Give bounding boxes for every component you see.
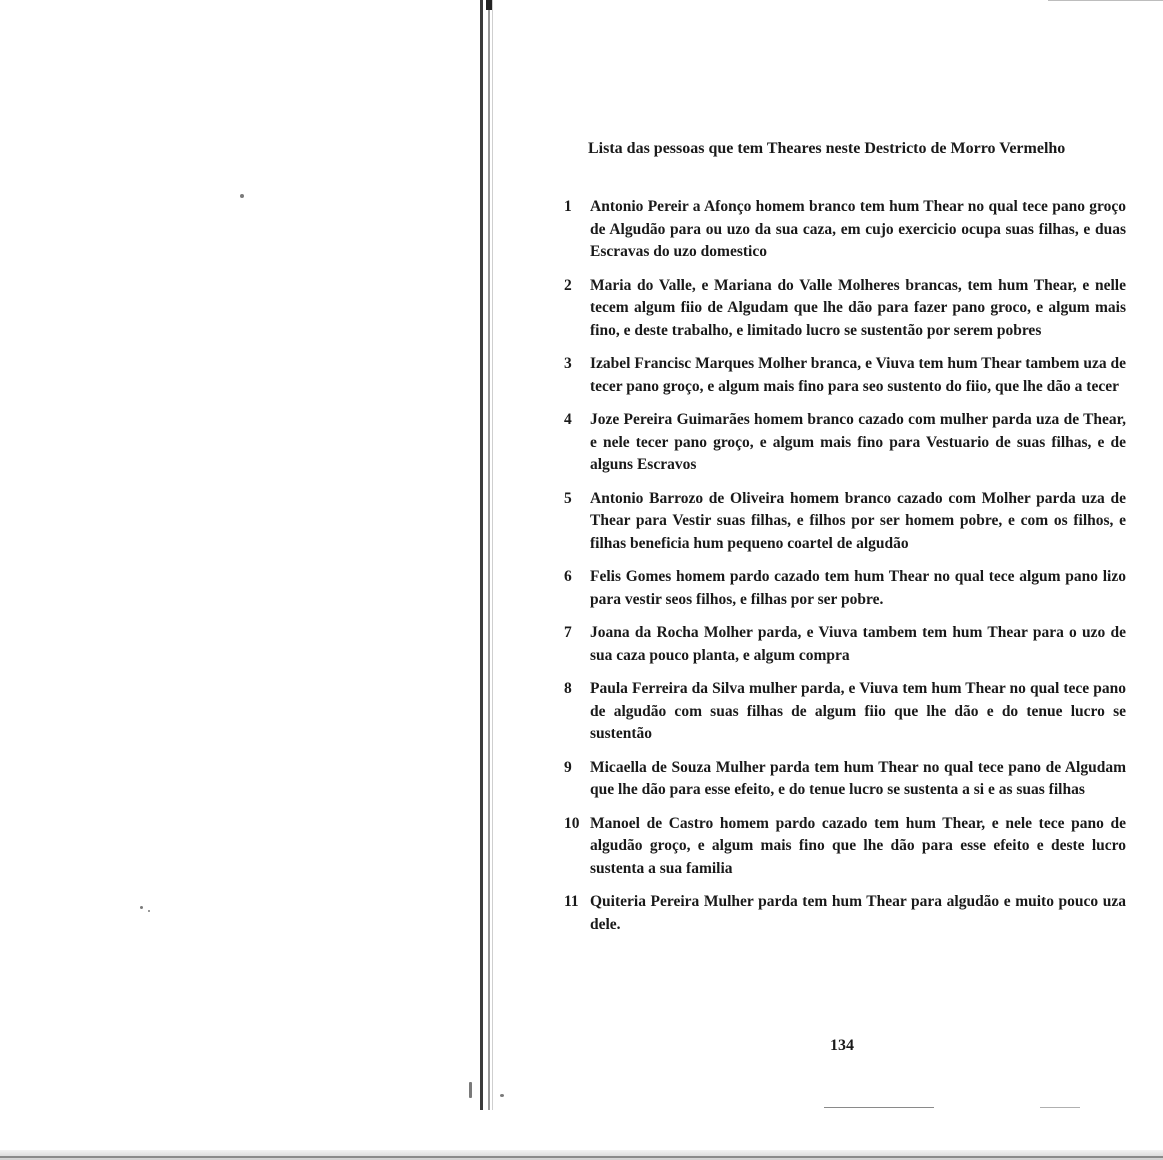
scan-edge-rule — [1048, 0, 1163, 1]
entry-number: 4 — [564, 411, 572, 428]
entry-text: Manoel de Castro homem pardo cazado tem hum Thear, e nele tece pano de algudão groço, e algum mais fino que lhe dão para esse efeito e deste lucro sustenta a sua familia — [590, 814, 1126, 877]
entry-number: 1 — [564, 198, 572, 215]
entries-list — [560, 196, 1126, 947]
list-item — [560, 275, 1126, 343]
spine-line-mid — [488, 0, 490, 1110]
entry-number: 6 — [564, 568, 572, 585]
spine-line-dark — [480, 0, 483, 1110]
list-title: Lista das pessoas que tem Theares neste Destricto de Morro Vermelho — [588, 140, 1066, 157]
entry-number: 2 — [564, 276, 572, 294]
entry-text: Izabel Francisc Marques Molher branca, e Viuva tem hum Thear tambem uza de tecer pano groço, e algum mais fino para seo sustento do fiio, que lhe dão a tecer — [590, 355, 1126, 395]
scan-bottom-rule — [824, 1107, 934, 1108]
list-item — [560, 409, 1126, 477]
entry-text: Antonio Pereir a Afonço homem branco tem hum Thear no qual tece pano groço de Algudão para ou uzo da sua caza, em cujo exercicio ocupa suas filhas, e duas Escravas do uzo domestico — [590, 198, 1126, 260]
list-item — [560, 678, 1126, 746]
scan-speck — [140, 906, 143, 909]
list-item — [560, 622, 1126, 667]
entry-number: 5 — [564, 489, 572, 507]
list-item — [560, 813, 1126, 881]
entry-number: 7 — [564, 624, 572, 641]
entry-number: 3 — [564, 355, 572, 372]
book-spine — [476, 0, 498, 1110]
spine-top-mark — [486, 0, 492, 10]
entry-number: 11 — [564, 893, 579, 910]
scan-speck — [500, 1094, 504, 1097]
scan-speck — [240, 194, 244, 198]
entry-number: 10 — [564, 814, 580, 832]
entry-number: 8 — [564, 680, 572, 697]
list-item — [560, 757, 1126, 802]
entry-text: Quiteria Pereira Mulher parda tem hum Thear para algudão e muito pouco uza dele. — [590, 893, 1126, 933]
scan-bottom-edge — [0, 1150, 1163, 1160]
list-item — [560, 891, 1126, 936]
entry-text: Antonio Barrozo de Oliveira homem branco cazado com Molher parda uza de Thear para Vestir suas filhas, e filhos por ser homem pobre, e com os filhos, e filhas beneficia hum pequeno coartel de algudão — [590, 489, 1126, 552]
entry-text: Maria do Valle, e Mariana do Valle Molheres brancas, tem hum Thear, e nelle tecem algum fiio de Algudam que lhe dão para fazer pano groco, e algum mais fino, e deste trabalho, e limitado lucro se sustentão por serem pobres — [590, 276, 1126, 339]
list-item — [560, 566, 1126, 611]
entry-text: Paula Ferreira da Silva mulher parda, e Viuva tem hum Thear no qual tece pano de algudão com suas filhas de algum fiio que lhe dão e do tenue lucro se sustentão — [590, 680, 1126, 742]
spine-line-light — [492, 0, 493, 1110]
scan-speck — [148, 910, 150, 912]
entry-number: 9 — [564, 758, 572, 776]
list-item — [560, 196, 1126, 264]
scan-speck — [469, 1082, 472, 1098]
scan-bottom-rule-short — [1040, 1107, 1080, 1108]
list-item — [560, 488, 1126, 556]
page-number: 134 — [830, 1037, 854, 1054]
entry-text: Felis Gomes homem pardo cazado tem hum Thear no qual tece algum pano lizo para vestir seos filhos, e filhas por ser pobre. — [590, 568, 1126, 608]
entry-text: Micaella de Souza Mulher parda tem hum Thear no qual tece pano de Algudam que lhe dão para esse efeito, e do tenue lucro se sustenta a si e as suas filhas — [590, 758, 1126, 798]
entry-text: Joze Pereira Guimarães homem branco cazado com mulher parda uza de Thear, e nele tecer pano groço, e algum mais fino para Vestuario de suas filhas, e de alguns Escravos — [590, 411, 1126, 473]
entry-text: Joana da Rocha Molher parda, e Viuva tambem tem hum Thear para o uzo de sua caza pouco planta, e algum compra — [590, 624, 1126, 664]
list-item — [560, 353, 1126, 398]
